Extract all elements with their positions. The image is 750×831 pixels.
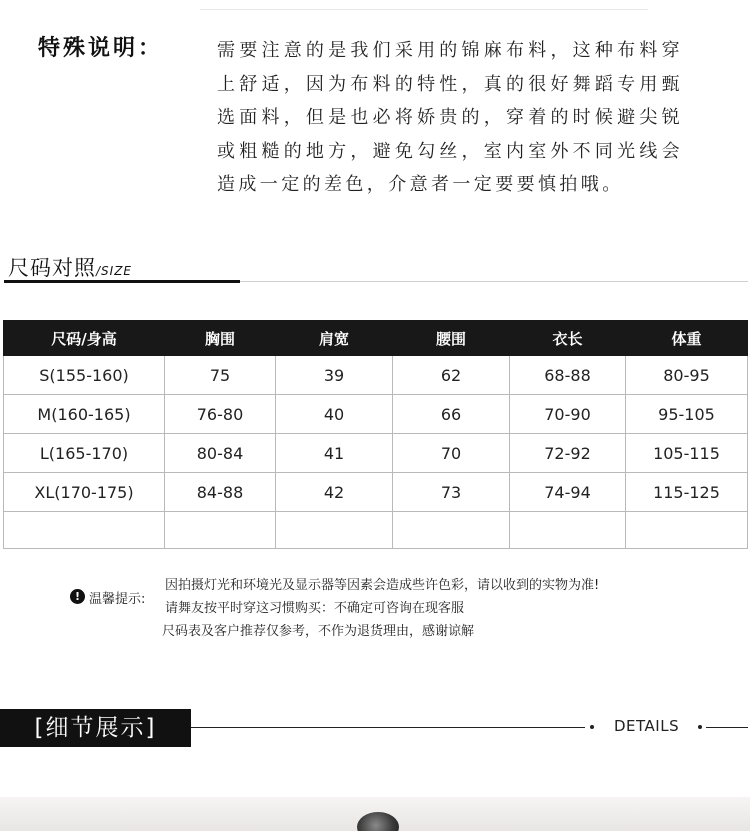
details-subtitle: DETAILS <box>614 717 680 735</box>
special-note-body: 需要注意的是我们采用的锦麻布料，这种布料穿上舒适，因为布料的特性，真的很好舞蹈专用甄选面料，但是也必将娇贵的，穿着的时候避尖锐或粗糙的地方，避免勾丝，室内室外不同光线会造成一定的差色，介意者一定要要慎拍哦。 <box>217 40 683 195</box>
cell-size: S(155-160) <box>4 356 165 395</box>
table-row <box>4 473 748 512</box>
size-table <box>3 320 748 549</box>
size-table-header-row <box>4 321 748 356</box>
cell-size: L(165-170) <box>4 434 165 473</box>
tips-line-3: 尺码表及客户推荐仅参考，不作为退货理由，感谢谅解 <box>162 624 475 639</box>
cell-weight: 95-105 <box>626 395 748 434</box>
cell-waist: 73 <box>393 473 510 512</box>
details-title: [细节展示] <box>0 709 191 747</box>
tips-line-2: 请舞友按平时穿这习惯购买：不确定可咨询在现客服 <box>165 601 465 616</box>
header-length: 衣长 <box>510 321 626 356</box>
cell-shoulder: 40 <box>276 395 393 434</box>
cell-shoulder: 42 <box>276 473 393 512</box>
size-heading-underline <box>4 280 240 283</box>
cell-shoulder: 41 <box>276 434 393 473</box>
details-dot-left <box>590 725 594 729</box>
top-divider <box>200 9 648 10</box>
cell-empty <box>393 512 510 549</box>
cell-length: 70-90 <box>510 395 626 434</box>
table-row <box>4 395 748 434</box>
details-rule-right <box>706 727 748 728</box>
header-shoulder: 肩宽 <box>276 321 393 356</box>
size-chart-title: 尺码对照 <box>8 256 96 280</box>
size-heading-rule <box>240 281 748 282</box>
warning-icon: ! <box>70 589 85 604</box>
cell-size: M(160-165) <box>4 395 165 434</box>
cell-waist: 66 <box>393 395 510 434</box>
special-note-title: 特殊说明： <box>38 36 164 61</box>
tips-label: 温馨提示: <box>89 592 146 607</box>
cell-empty <box>165 512 276 549</box>
cell-waist: 62 <box>393 356 510 395</box>
cell-shoulder: 39 <box>276 356 393 395</box>
tips-line-1: 因拍摄灯光和环境光及显示器等因素会造成些许色彩，请以收到的实物为准! <box>165 578 600 593</box>
cell-empty <box>4 512 165 549</box>
cell-length: 72-92 <box>510 434 626 473</box>
cell-waist: 70 <box>393 434 510 473</box>
cell-chest: 75 <box>165 356 276 395</box>
details-rule-left <box>191 727 585 728</box>
table-row <box>4 356 748 395</box>
header-chest: 胸围 <box>165 321 276 356</box>
cell-weight: 80-95 <box>626 356 748 395</box>
cell-empty <box>510 512 626 549</box>
cell-chest: 76-80 <box>165 395 276 434</box>
cell-weight: 115-125 <box>626 473 748 512</box>
cell-empty <box>626 512 748 549</box>
cell-empty <box>276 512 393 549</box>
table-row <box>4 434 748 473</box>
size-chart-heading <box>8 252 132 282</box>
header-size-height: 尺码/身高 <box>4 321 165 356</box>
cell-size: XL(170-175) <box>4 473 165 512</box>
header-waist: 腰围 <box>393 321 510 356</box>
details-dot-right <box>698 725 702 729</box>
cell-length: 68-88 <box>510 356 626 395</box>
size-chart-subtitle: /SIZE <box>96 264 133 278</box>
header-weight: 体重 <box>626 321 748 356</box>
cell-length: 74-94 <box>510 473 626 512</box>
table-row-empty <box>4 512 748 549</box>
cell-weight: 105-115 <box>626 434 748 473</box>
cell-chest: 84-88 <box>165 473 276 512</box>
cell-chest: 80-84 <box>165 434 276 473</box>
